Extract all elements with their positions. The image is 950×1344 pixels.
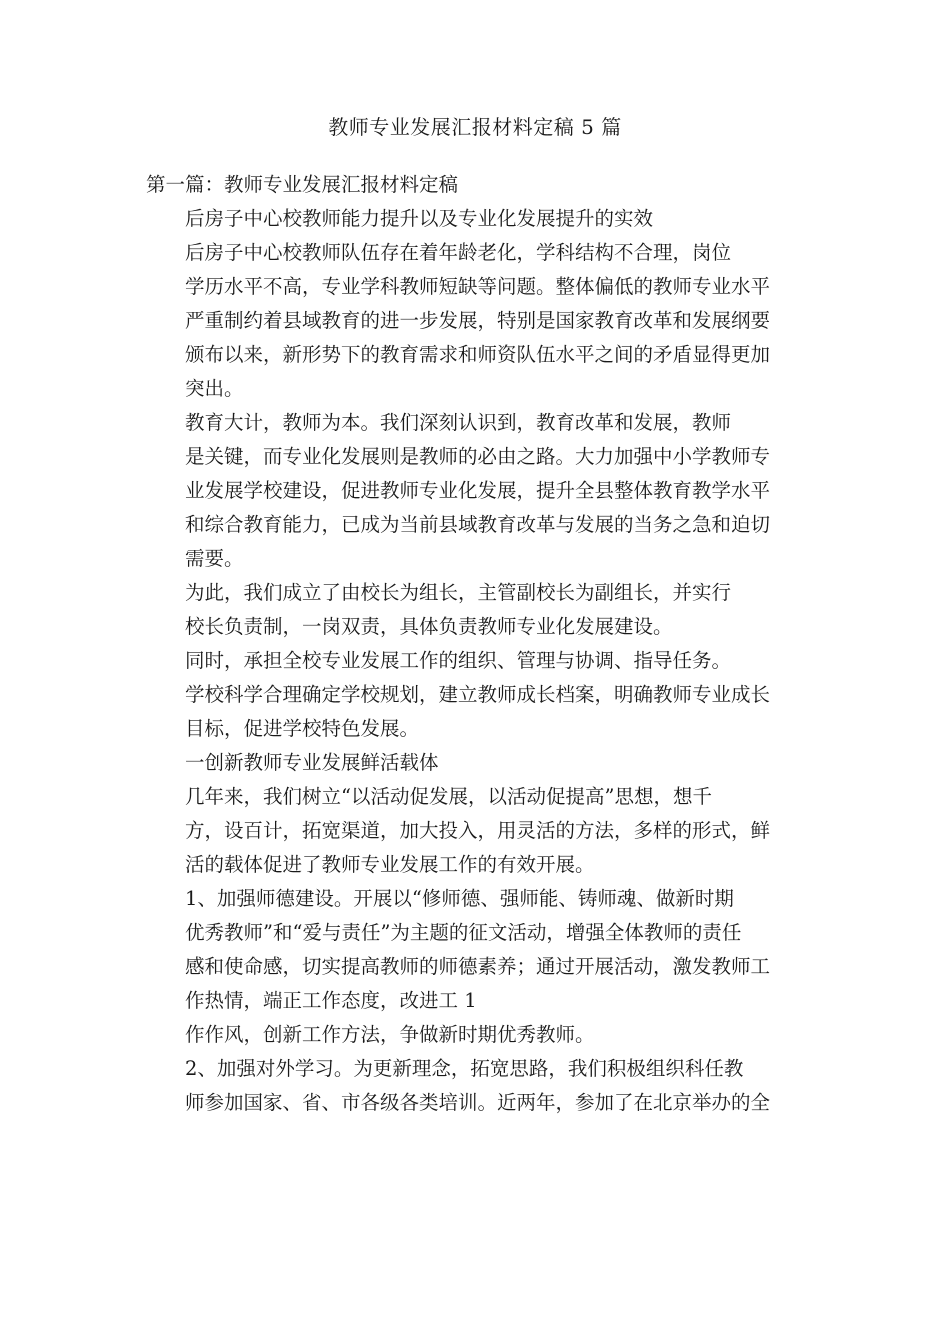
- paragraph-line: 需要。: [185, 547, 244, 570]
- paragraph-line: 突出。: [185, 377, 244, 400]
- paragraph-line: 后房子中心校教师能力提升以及专业化发展提升的实效: [185, 207, 654, 230]
- paragraph-line: 是关键，而专业化发展则是教师的必由之路。大力加强中小学教师专: [185, 445, 771, 468]
- body-paragraph: [146, 882, 804, 1018]
- paragraph-line: 颁布以来，新形势下的教育需求和师资队伍水平之间的矛盾显得更加: [185, 343, 771, 366]
- paragraph-line: 2、加强对外学习。为更新理念，拓宽思路，我们积极组织科任教: [185, 1057, 744, 1080]
- paragraph-line: 教育大计，教师为本。我们深刻认识到，教育改革和发展，教师: [185, 411, 732, 434]
- paragraph-line: 感和使命感，切实提高教师的师德素养；通过开展活动，激发教师工: [185, 955, 771, 978]
- paragraph-line: 后房子中心校教师队伍存在着年龄老化，学科结构不合理，岗位: [185, 241, 732, 264]
- paragraph-line: 为此，我们成立了由校长为组长，主管副校长为副组长，并实行: [185, 581, 732, 604]
- paragraph-line: 同时，承担全校专业发展工作的组织、管理与协调、指导任务。: [185, 649, 732, 672]
- paragraph-line: 学校科学合理确定学校规划，建立教师成长档案，明确教师专业成长: [185, 683, 771, 706]
- body-paragraph: [146, 780, 804, 882]
- body-paragraph: [146, 406, 804, 576]
- paragraph-line: 学历水平不高，专业学科教师短缺等问题。整体偏低的教师专业水平: [185, 275, 771, 298]
- body-paragraph: [146, 1052, 804, 1120]
- paragraph-line: 校长负责制，一岗双责，具体负责教师专业化发展建设。: [185, 615, 673, 638]
- paragraph-line: 师参加国家、省、市各级各类培训。近两年，参加了在北京举办的全: [185, 1091, 771, 1114]
- paragraph-line: 作作风，创新工作方法，争做新时期优秀教师。: [185, 1023, 595, 1046]
- section-heading: 第一篇：教师专业发展汇报材料定稿: [146, 173, 459, 196]
- paragraph-line: 1、加强师德建设。开展以“修师德、强师能、铸师魂、做新时期: [185, 887, 734, 910]
- paragraph-line: 活的载体促进了教师专业发展工作的有效开展。: [185, 853, 595, 876]
- paragraph-line: 业发展学校建设，促进教师专业化发展，提升全县整体教育教学水平: [185, 479, 771, 502]
- body-paragraph: [146, 236, 804, 406]
- body-paragraph: [146, 576, 804, 644]
- body-paragraph: [146, 202, 804, 236]
- document-body: [146, 202, 804, 1120]
- paragraph-line: 优秀教师”和“爱与责任”为主题的征文活动，增强全体教师的责任: [185, 921, 742, 944]
- body-paragraph: [146, 1018, 804, 1052]
- document-title: 教师专业发展汇报材料定稿 5 篇: [328, 115, 622, 139]
- paragraph-line: 严重制约着县域教育的进一步发展，特别是国家教育改革和发展纲要: [185, 309, 771, 332]
- paragraph-line: 和综合教育能力，已成为当前县域教育改革与发展的当务之急和迫切: [185, 513, 771, 536]
- body-paragraph: [146, 644, 804, 746]
- paragraph-line: 一创新教师专业发展鲜活载体: [185, 751, 439, 774]
- paragraph-line: 目标，促进学校特色发展。: [185, 717, 420, 740]
- paragraph-line: 方，设百计，拓宽渠道，加大投入，用灵活的方法，多样的形式，鲜: [185, 819, 771, 842]
- body-paragraph: [146, 746, 804, 780]
- paragraph-line: 作热情，端正工作态度，改进工 1: [185, 989, 477, 1012]
- paragraph-line: 几年来，我们树立“以活动促发展，以活动促提高”思想，想千: [185, 785, 712, 808]
